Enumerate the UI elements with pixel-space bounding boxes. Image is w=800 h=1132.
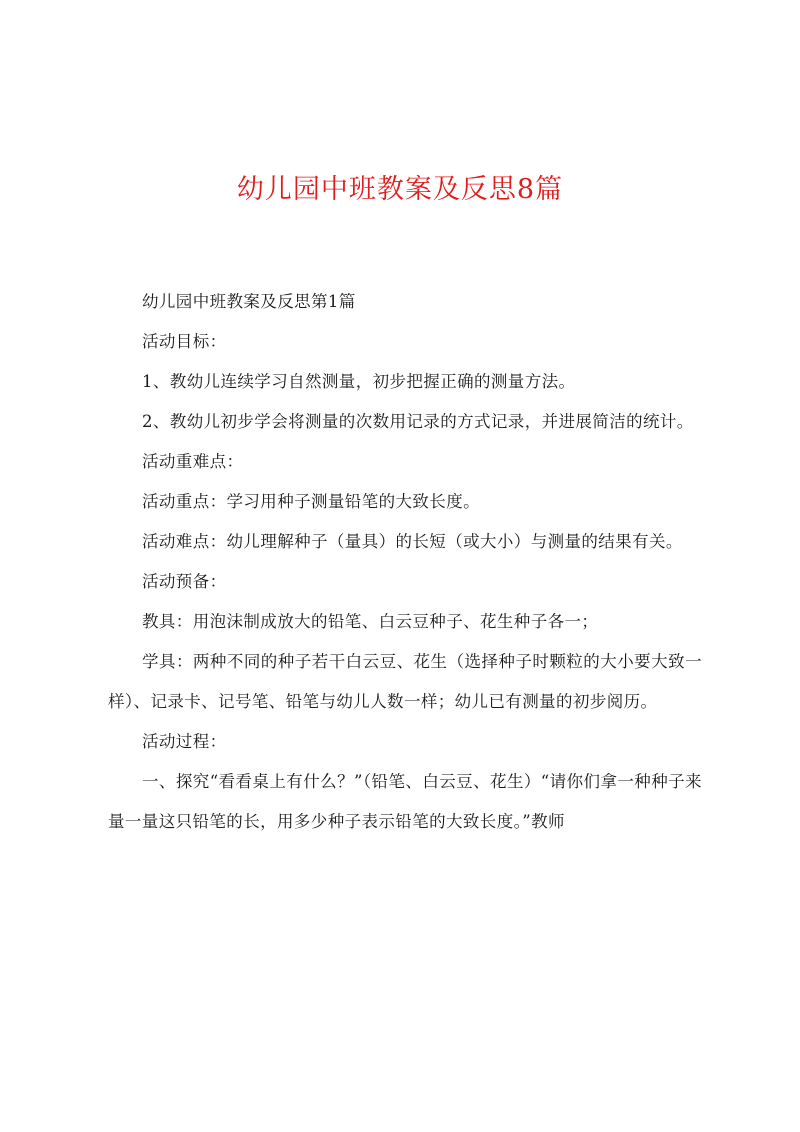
- preparation-heading: 活动预备：: [142, 572, 227, 591]
- key-point: 活动重点：学习用种子测量铅笔的大致长度。: [142, 492, 480, 511]
- goal-item-1: 1、教幼儿连续学习自然测量，初步把握正确的测量方法。: [142, 372, 576, 391]
- process-step-1: 一、探究“看看桌上有什么？”（铅笔、白云豆、花生）“请你们拿一种种子来量一量这只铅笔的长，用多少种子表示铅笔的大致长度。”教师: [108, 772, 702, 831]
- process-heading: 活动过程：: [142, 732, 227, 751]
- document-body: [108, 282, 702, 842]
- document-title: 幼儿园中班教案及反思8篇: [236, 174, 564, 205]
- section-heading: 幼儿园中班教案及反思第1篇: [142, 292, 356, 311]
- learning-aids: 学具：两种不同的种子若干白云豆、花生（选择种子时颗粒的大小要大致一样）、记录卡、记号笔、铅笔与幼儿人数一样；幼儿已有测量的初步阅历。: [108, 652, 702, 711]
- goal-item-2: 2、教幼儿初步学会将测量的次数用记录的方式记录，并进展简洁的统计。: [142, 412, 694, 431]
- key-points-heading: 活动重难点：: [142, 452, 244, 471]
- teaching-aids: 教具：用泡沫制成放大的铅笔、白云豆种子、花生种子各一；: [142, 612, 599, 631]
- difficulty-point: 活动难点：幼儿理解种子（量具）的长短（或大小）与测量的结果有关。: [142, 532, 683, 551]
- goals-heading: 活动目标：: [142, 332, 227, 351]
